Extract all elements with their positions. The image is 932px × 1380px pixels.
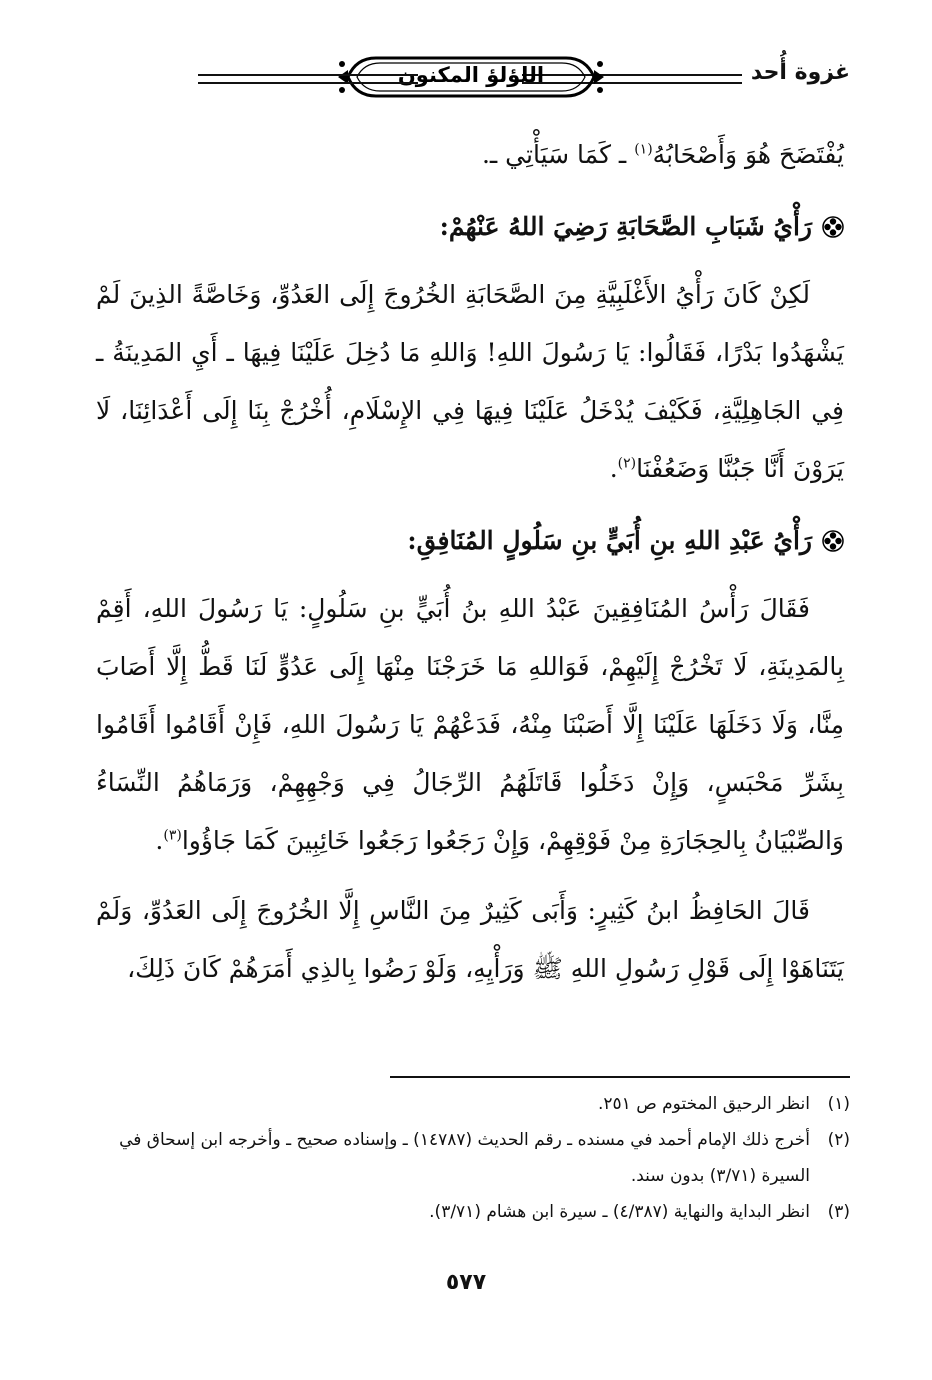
book-title: اللؤلؤ المكنون xyxy=(397,63,545,87)
paragraph-3-text: فَقَالَ رَأْسُ المُنَافِقِينَ عَبْدُ اللهِ بنُ أُبَيٍّ بنِ سَلُولٍ: يَا رَسُولَ اللهِ، أَقِمْ بِالمَدِينَةِ، لَا تَخْرُجْ إِلَيْهِمْ، فَوَاللهِ مَا خَرَجْنَا مِنْهَا إِلَى عَدُوٍّ لَنَا قَطُّ إِلَّا أَصَابَ مِنَّا، وَلَا دَخَلَهَا عَلَيْنَا إِلَّا أَصَبْنَا مِنْهُ، فَدَعْهُمْ يَا رَسُولَ اللهِ، فَإِنْ أَقَامُوا أَقَامُوا بِشَرِّ مَحْبَسٍ، وَإِنْ دَخَلُوا قَاتَلَهُمُ الرِّجَالُ فِي وَجْهِهِمْ، وَرَمَاهُمُ النِّسَاءُ وَالصِّبْيَانُ بِالحِجَارَةِ مِنْ فَوْقِهِمْ، وَإِنْ رَجَعُوا رَجَعُوا خَائِبِينَ كَمَا جَاؤُوا xyxy=(96,594,844,855)
paragraph-2-tail: . xyxy=(609,454,618,483)
header-rule-left xyxy=(198,74,418,84)
footnote-text: انظر الرحيق المختوم ص ٢٥١. xyxy=(597,1094,810,1114)
chapter-title: غزوة أُحد xyxy=(750,60,850,85)
paragraph-1-text: يُفْتَضَحَ هُوَ وَأَصْحَابُهُ xyxy=(652,140,844,169)
footnote-number: (١) xyxy=(827,1094,850,1114)
section-heading-1 xyxy=(96,198,844,256)
footnote-text: انظر البداية والنهاية (٤/٣٨٧) ـ سيرة ابن هشام (٣/٧١). xyxy=(429,1202,810,1222)
footnote-text: أخرج ذلك الإمام أحمد في مسنده ـ رقم الحديث (١٤٧٨٧) ـ وإسناده صحيح ـ وأخرجه ابن إسحاق في السيرة (٣/٧١) بدون سند. xyxy=(119,1130,810,1186)
paragraph-4: قَالَ الحَافِظُ ابنُ كَثِيرٍ: وَأَبَى كَثِيرٌ مِنَ النَّاسِ إِلَّا الخُرُوجَ إِلَى العَدُوِّ، وَلَمْ يَتَنَاهَوْا إِلَى قَوْلِ رَسُولِ اللهِ ﷺ وَرَأْيِهِ، وَلَوْ رَضُوا بِالذِي أَمَرَهُمْ كَانَ ذَلِكَ، xyxy=(96,896,844,983)
paragraph-3 xyxy=(96,580,844,870)
paragraph-3-tail: . xyxy=(155,826,164,855)
footnote-ref-3[interactable]: (٣) xyxy=(163,827,182,844)
footnote-ref-2[interactable]: (٢) xyxy=(617,455,637,472)
section-heading-1-text: رَأْيُ شَبَابِ الصَّحَابَةِ رَضِيَ اللهُ عَنْهُمْ: xyxy=(439,212,812,241)
footnote-2 xyxy=(90,1122,850,1194)
footnote-number: (٢) xyxy=(827,1130,850,1150)
flower-icon xyxy=(822,216,844,238)
paragraph-2-text: لَكِنْ كَانَ رَأْيُ الأَغْلَبِيَّةِ مِنَ الصَّحَابَةِ الخُرُوجَ إِلَى العَدُوِّ، وَخَاصَّةً الذِينَ لَمْ يَشْهَدُوا بَدْرًا، فَقَالُوا: يَا رَسُولَ اللهِ! وَاللهِ مَا دُخِلَ عَلَيْنَا فِيهَا ـ أَيِ المَدِينَةُ ـ فِي الجَاهِلِيَّةِ، فَكَيْفَ يُدْخَلُ عَلَيْنَا فِيهَا فِي الإِسْلَامِ، أُخْرُجْ بِنَا إِلَى أَعْدَائِنَا، لَا يَرَوْنَ أَنَّا جَبُنَّا وَضَعُفْنَا xyxy=(96,280,844,483)
footnotes xyxy=(90,1086,850,1230)
paragraph-2 xyxy=(96,266,844,498)
footnote-separator xyxy=(390,1076,850,1078)
main-text xyxy=(96,126,844,998)
section-heading-2 xyxy=(96,512,844,570)
paragraph-1-tail: ـ كَمَا سَيَأْتِي ـ. xyxy=(481,140,635,169)
flower-icon xyxy=(822,530,844,552)
page-header xyxy=(90,52,850,102)
footnote-number: (٣) xyxy=(827,1202,850,1222)
page-number: ٥٧٧ xyxy=(445,1270,487,1295)
footnote-ref-1[interactable]: (١) xyxy=(634,141,653,158)
footnote-1 xyxy=(90,1086,850,1122)
paragraph-gap xyxy=(96,870,844,882)
section-heading-2-text: رَأْيُ عَبْدِ اللهِ بنِ أُبَيٍّ بنِ سَلُولٍ المُنَافِقِ: xyxy=(407,526,812,555)
paragraph-1 xyxy=(96,126,844,184)
footnote-3 xyxy=(90,1194,850,1230)
